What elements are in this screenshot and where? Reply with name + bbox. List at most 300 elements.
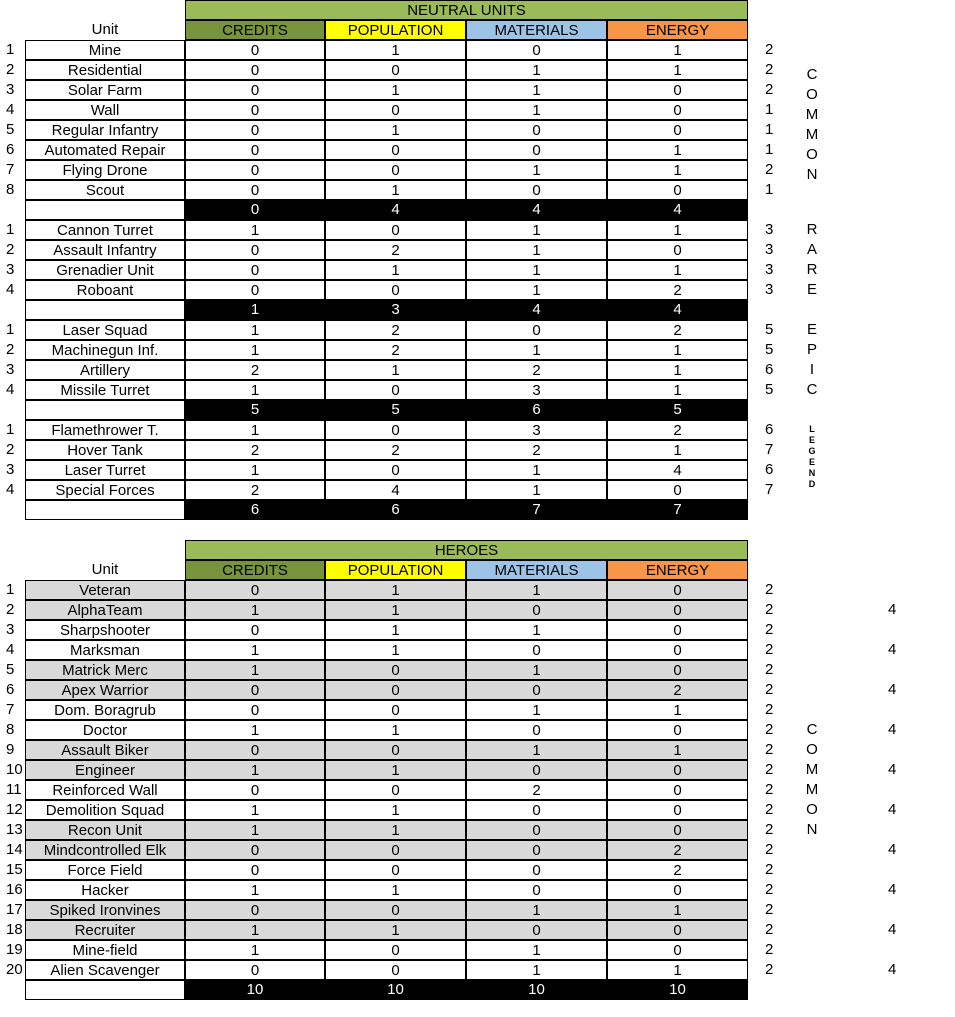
cell-materials: 1	[466, 480, 607, 500]
cell-materials: 1	[466, 460, 607, 480]
row-index: 6	[6, 141, 15, 158]
unit-name: Hover Tank	[25, 440, 185, 460]
row-index: 4	[6, 641, 15, 658]
cell-energy: 0	[607, 100, 748, 120]
cell-credits: 1	[185, 760, 325, 780]
total-energy: 4	[607, 300, 748, 320]
cell-credits: 1	[185, 420, 325, 440]
cell-energy: 1	[607, 340, 748, 360]
cell-credits: 0	[185, 780, 325, 800]
neutral-unit-header: Unit	[91, 21, 119, 38]
cell-population: 0	[325, 220, 466, 240]
cell-energy: 1	[607, 40, 748, 60]
cell-population: 1	[325, 820, 466, 840]
unit-name: Hacker	[25, 880, 185, 900]
cell-energy: 2	[607, 860, 748, 880]
unit-cost: 7	[765, 441, 774, 458]
cell-energy: 0	[607, 720, 748, 740]
unit-cost: 2	[765, 61, 774, 78]
cell-materials: 1	[466, 660, 607, 680]
cell-credits: 1	[185, 640, 325, 660]
neutral-title: NEUTRAL UNITS	[185, 0, 748, 20]
cell-population: 1	[325, 620, 466, 640]
unit-cost: 2	[765, 81, 774, 98]
unit-cost: 1	[765, 101, 774, 118]
row-index: 2	[6, 241, 15, 258]
unit-cost: 2	[765, 601, 774, 618]
cell-population: 0	[325, 100, 466, 120]
row-index: 8	[6, 721, 15, 738]
cell-population: 0	[325, 160, 466, 180]
total-materials: 10	[466, 980, 607, 1000]
cell-energy: 0	[607, 180, 748, 200]
cell-population: 1	[325, 580, 466, 600]
cell-credits: 0	[185, 180, 325, 200]
unit-name: Flamethrower T.	[25, 420, 185, 440]
cell-credits: 0	[185, 100, 325, 120]
unit-name: Roboant	[25, 280, 185, 300]
unit-cost: 2	[765, 961, 774, 978]
unit-name: Engineer	[25, 760, 185, 780]
vertical-label-letter: N	[806, 821, 818, 838]
cell-energy: 0	[607, 600, 748, 620]
cell-credits: 0	[185, 260, 325, 280]
heroes-col-header-population: POPULATION	[325, 560, 466, 580]
cell-credits: 1	[185, 340, 325, 360]
cell-energy: 1	[607, 440, 748, 460]
vertical-label-letter: R	[806, 261, 818, 278]
total-credits: 6	[185, 500, 325, 520]
vertical-label-letter: O	[806, 86, 818, 103]
cell-population: 2	[325, 240, 466, 260]
cell-population: 0	[325, 940, 466, 960]
cell-materials: 1	[466, 700, 607, 720]
unit-cost: 2	[765, 761, 774, 778]
cell-energy: 1	[607, 220, 748, 240]
total-energy: 5	[607, 400, 748, 420]
cell-credits: 0	[185, 680, 325, 700]
cell-population: 4	[325, 480, 466, 500]
cell-energy: 1	[607, 60, 748, 80]
total-population: 5	[325, 400, 466, 420]
cell-materials: 2	[466, 360, 607, 380]
cell-materials: 0	[466, 180, 607, 200]
cell-credits: 0	[185, 620, 325, 640]
cell-credits: 1	[185, 820, 325, 840]
neutral-col-header-energy: ENERGY	[607, 20, 748, 40]
total-energy: 10	[607, 980, 748, 1000]
cell-materials: 0	[466, 720, 607, 740]
cell-population: 0	[325, 420, 466, 440]
cell-credits: 1	[185, 920, 325, 940]
cell-credits: 2	[185, 440, 325, 460]
row-index: 20	[6, 961, 23, 978]
total-credits: 1	[185, 300, 325, 320]
row-index: 4	[6, 101, 15, 118]
cell-materials: 1	[466, 580, 607, 600]
unit-name: Dom. Boragrub	[25, 700, 185, 720]
cell-energy: 1	[607, 960, 748, 980]
cell-materials: 1	[466, 280, 607, 300]
vertical-label-letter: M	[805, 106, 819, 123]
cell-energy: 0	[607, 800, 748, 820]
totals-spacer	[25, 300, 185, 320]
cell-materials: 0	[466, 680, 607, 700]
unit-name: Demolition Squad	[25, 800, 185, 820]
cell-credits: 1	[185, 600, 325, 620]
row-index: 2	[6, 341, 15, 358]
vertical-label-letter: E	[806, 281, 817, 298]
vertical-label-letter: P	[806, 341, 817, 358]
cell-materials: 2	[466, 440, 607, 460]
cell-credits: 0	[185, 120, 325, 140]
row-index: 4	[6, 481, 15, 498]
unit-name: Marksman	[25, 640, 185, 660]
cell-materials: 1	[466, 340, 607, 360]
hero-extra: 4	[888, 601, 897, 618]
cell-population: 0	[325, 380, 466, 400]
cell-energy: 1	[607, 160, 748, 180]
cell-materials: 0	[466, 880, 607, 900]
vertical-label-letter: C	[806, 721, 818, 738]
totals-spacer	[25, 980, 185, 1000]
unit-name: Recruiter	[25, 920, 185, 940]
cell-energy: 1	[607, 260, 748, 280]
totals-spacer	[25, 200, 185, 220]
cell-population: 0	[325, 860, 466, 880]
unit-cost: 2	[765, 901, 774, 918]
cell-credits: 0	[185, 740, 325, 760]
total-credits: 0	[185, 200, 325, 220]
cell-population: 0	[325, 740, 466, 760]
cell-population: 0	[325, 660, 466, 680]
total-population: 6	[325, 500, 466, 520]
cell-credits: 0	[185, 700, 325, 720]
row-index: 2	[6, 601, 15, 618]
unit-name: Laser Turret	[25, 460, 185, 480]
cell-materials: 0	[466, 320, 607, 340]
cell-materials: 1	[466, 160, 607, 180]
cell-population: 0	[325, 840, 466, 860]
cell-population: 1	[325, 760, 466, 780]
cell-materials: 0	[466, 920, 607, 940]
total-population: 10	[325, 980, 466, 1000]
unit-cost: 2	[765, 161, 774, 178]
vertical-label-letter: C	[806, 381, 818, 398]
cell-population: 1	[325, 180, 466, 200]
cell-population: 0	[325, 960, 466, 980]
cell-population: 0	[325, 700, 466, 720]
row-index: 5	[6, 121, 15, 138]
row-index: 8	[6, 181, 15, 198]
cell-energy: 0	[607, 760, 748, 780]
unit-cost: 5	[765, 341, 774, 358]
vertical-label-letter: E	[808, 435, 815, 445]
cell-materials: 3	[466, 420, 607, 440]
unit-name: Missile Turret	[25, 380, 185, 400]
row-index: 15	[6, 861, 23, 878]
cell-energy: 1	[607, 360, 748, 380]
cell-materials: 0	[466, 600, 607, 620]
hero-extra: 4	[888, 801, 897, 818]
unit-name: Veteran	[25, 580, 185, 600]
cell-materials: 0	[466, 800, 607, 820]
row-index: 7	[6, 701, 15, 718]
unit-cost: 5	[765, 381, 774, 398]
cell-credits: 0	[185, 580, 325, 600]
cell-population: 1	[325, 600, 466, 620]
cell-materials: 2	[466, 780, 607, 800]
cell-credits: 0	[185, 840, 325, 860]
cell-population: 0	[325, 60, 466, 80]
cell-credits: 0	[185, 140, 325, 160]
cell-materials: 1	[466, 100, 607, 120]
row-index: 1	[6, 581, 15, 598]
cell-materials: 0	[466, 860, 607, 880]
unit-name: Mindcontrolled Elk	[25, 840, 185, 860]
unit-cost: 2	[765, 821, 774, 838]
unit-cost: 1	[765, 121, 774, 138]
unit-name: Sharpshooter	[25, 620, 185, 640]
vertical-label-letter: D	[808, 479, 816, 489]
cell-energy: 2	[607, 680, 748, 700]
total-population: 3	[325, 300, 466, 320]
cell-materials: 0	[466, 760, 607, 780]
cell-population: 1	[325, 880, 466, 900]
unit-name: Wall	[25, 100, 185, 120]
unit-cost: 6	[765, 421, 774, 438]
unit-name: Artillery	[25, 360, 185, 380]
cell-credits: 1	[185, 660, 325, 680]
row-index: 3	[6, 81, 15, 98]
unit-name: Assault Biker	[25, 740, 185, 760]
unit-name: Recon Unit	[25, 820, 185, 840]
unit-name: Machinegun Inf.	[25, 340, 185, 360]
row-index: 9	[6, 741, 15, 758]
row-index: 14	[6, 841, 23, 858]
vertical-label-letter: M	[805, 126, 819, 143]
unit-name: Reinforced Wall	[25, 780, 185, 800]
cell-population: 0	[325, 680, 466, 700]
cell-population: 1	[325, 920, 466, 940]
hero-extra: 4	[888, 641, 897, 658]
unit-name: Alien Scavenger	[25, 960, 185, 980]
total-materials: 4	[466, 300, 607, 320]
cell-energy: 0	[607, 80, 748, 100]
cell-population: 0	[325, 140, 466, 160]
unit-cost: 2	[765, 921, 774, 938]
unit-cost: 2	[765, 681, 774, 698]
cell-materials: 0	[466, 820, 607, 840]
heroes-col-header-energy: ENERGY	[607, 560, 748, 580]
row-index: 2	[6, 61, 15, 78]
unit-cost: 3	[765, 241, 774, 258]
cell-credits: 0	[185, 860, 325, 880]
unit-name: Flying Drone	[25, 160, 185, 180]
unit-name: Mine	[25, 40, 185, 60]
cell-energy: 0	[607, 240, 748, 260]
cell-energy: 0	[607, 480, 748, 500]
row-index: 1	[6, 221, 15, 238]
unit-cost: 2	[765, 721, 774, 738]
cell-energy: 0	[607, 660, 748, 680]
cell-energy: 0	[607, 780, 748, 800]
cell-population: 1	[325, 40, 466, 60]
unit-cost: 2	[765, 661, 774, 678]
cell-credits: 2	[185, 480, 325, 500]
cell-credits: 0	[185, 60, 325, 80]
cell-population: 1	[325, 260, 466, 280]
vertical-label-letter: E	[808, 457, 815, 467]
unit-cost: 2	[765, 781, 774, 798]
cell-energy: 0	[607, 580, 748, 600]
cell-population: 0	[325, 780, 466, 800]
cell-energy: 1	[607, 700, 748, 720]
hero-extra: 4	[888, 881, 897, 898]
cell-credits: 0	[185, 960, 325, 980]
unit-cost: 6	[765, 361, 774, 378]
total-energy: 7	[607, 500, 748, 520]
cell-energy: 0	[607, 880, 748, 900]
row-index: 4	[6, 281, 15, 298]
cell-credits: 2	[185, 360, 325, 380]
cell-materials: 0	[466, 140, 607, 160]
cell-materials: 1	[466, 940, 607, 960]
unit-cost: 2	[765, 41, 774, 58]
cell-energy: 4	[607, 460, 748, 480]
unit-cost: 7	[765, 481, 774, 498]
cell-population: 0	[325, 460, 466, 480]
cell-credits: 0	[185, 80, 325, 100]
row-index: 18	[6, 921, 23, 938]
cell-credits: 1	[185, 720, 325, 740]
row-index: 3	[6, 361, 15, 378]
cell-materials: 0	[466, 40, 607, 60]
row-index: 2	[6, 441, 15, 458]
vertical-label-letter: I	[809, 361, 815, 378]
unit-name: Matrick Merc	[25, 660, 185, 680]
vertical-label-letter: G	[808, 446, 816, 456]
unit-name: Cannon Turret	[25, 220, 185, 240]
cell-credits: 0	[185, 160, 325, 180]
unit-name: Residential	[25, 60, 185, 80]
total-energy: 4	[607, 200, 748, 220]
unit-name: Solar Farm	[25, 80, 185, 100]
cell-energy: 1	[607, 140, 748, 160]
heroes-unit-header: Unit	[91, 561, 119, 578]
cell-energy: 0	[607, 920, 748, 940]
row-index: 3	[6, 461, 15, 478]
cell-materials: 1	[466, 220, 607, 240]
total-credits: 5	[185, 400, 325, 420]
cell-energy: 0	[607, 620, 748, 640]
unit-name: Regular Infantry	[25, 120, 185, 140]
row-index: 7	[6, 161, 15, 178]
cell-energy: 2	[607, 840, 748, 860]
unit-cost: 2	[765, 741, 774, 758]
row-index: 10	[6, 761, 23, 778]
unit-name: Grenadier Unit	[25, 260, 185, 280]
unit-name: Special Forces	[25, 480, 185, 500]
cell-credits: 1	[185, 220, 325, 240]
unit-cost: 1	[765, 181, 774, 198]
unit-cost: 1	[765, 141, 774, 158]
row-index: 11	[6, 781, 22, 798]
cell-energy: 0	[607, 120, 748, 140]
unit-cost: 3	[765, 261, 774, 278]
cell-materials: 1	[466, 960, 607, 980]
row-index: 1	[6, 321, 15, 338]
row-index: 1	[6, 421, 15, 438]
row-index: 1	[6, 41, 15, 58]
cell-energy: 1	[607, 900, 748, 920]
cell-energy: 2	[607, 320, 748, 340]
vertical-label-letter: E	[806, 321, 817, 338]
unit-cost: 2	[765, 641, 774, 658]
total-credits: 10	[185, 980, 325, 1000]
cell-population: 2	[325, 440, 466, 460]
cell-materials: 1	[466, 620, 607, 640]
cell-credits: 1	[185, 380, 325, 400]
cell-energy: 0	[607, 640, 748, 660]
neutral-col-header-materials: MATERIALS	[466, 20, 607, 40]
unit-name: Scout	[25, 180, 185, 200]
cell-credits: 1	[185, 460, 325, 480]
total-materials: 4	[466, 200, 607, 220]
cell-credits: 0	[185, 240, 325, 260]
unit-cost: 2	[765, 581, 774, 598]
neutral-col-header-credits: CREDITS	[185, 20, 325, 40]
vertical-label-letter: O	[806, 741, 818, 758]
row-index: 6	[6, 681, 15, 698]
cell-energy: 0	[607, 940, 748, 960]
hero-extra: 4	[888, 961, 897, 978]
total-materials: 7	[466, 500, 607, 520]
heroes-col-header-credits: CREDITS	[185, 560, 325, 580]
row-index: 3	[6, 621, 15, 638]
neutral-col-header-population: POPULATION	[325, 20, 466, 40]
cell-energy: 1	[607, 380, 748, 400]
unit-cost: 3	[765, 221, 774, 238]
unit-cost: 2	[765, 881, 774, 898]
vertical-label-letter: M	[805, 781, 819, 798]
cell-materials: 1	[466, 260, 607, 280]
cell-credits: 1	[185, 800, 325, 820]
cell-materials: 1	[466, 740, 607, 760]
row-index: 19	[6, 941, 23, 958]
cell-population: 1	[325, 120, 466, 140]
heroes-title: HEROES	[185, 540, 748, 560]
totals-spacer	[25, 400, 185, 420]
cell-materials: 1	[466, 900, 607, 920]
cell-materials: 1	[466, 240, 607, 260]
row-index: 5	[6, 661, 15, 678]
cell-credits: 0	[185, 900, 325, 920]
hero-extra: 4	[888, 761, 897, 778]
unit-cost: 3	[765, 281, 774, 298]
hero-extra: 4	[888, 841, 897, 858]
cell-energy: 2	[607, 280, 748, 300]
unit-name: Spiked Ironvines	[25, 900, 185, 920]
unit-name: Assault Infantry	[25, 240, 185, 260]
cell-energy: 1	[607, 740, 748, 760]
cell-population: 1	[325, 800, 466, 820]
unit-cost: 2	[765, 841, 774, 858]
cell-credits: 1	[185, 880, 325, 900]
cell-credits: 1	[185, 320, 325, 340]
hero-extra: 4	[888, 921, 897, 938]
totals-spacer	[25, 500, 185, 520]
